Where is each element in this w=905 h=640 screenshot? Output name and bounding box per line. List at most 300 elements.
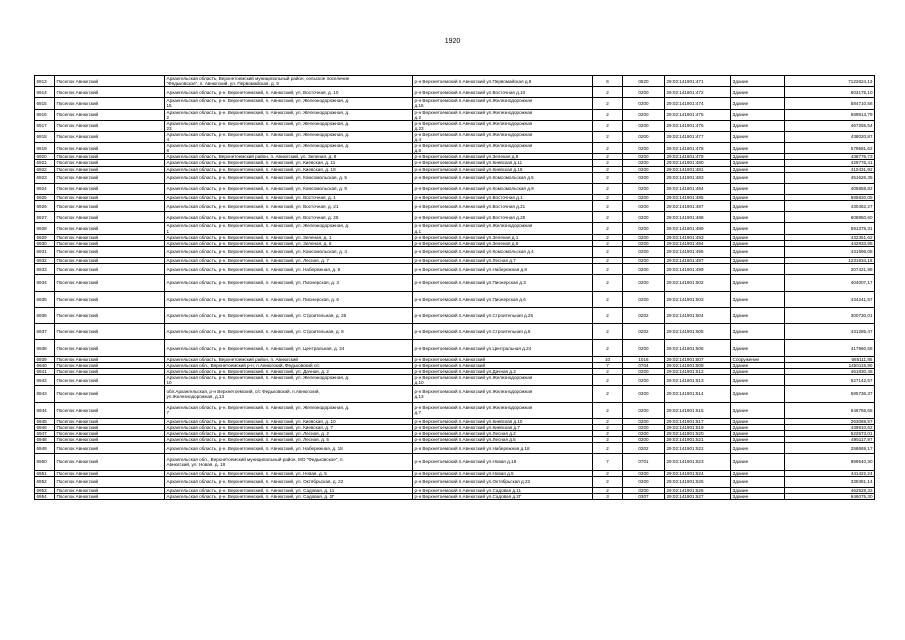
object-type-cell: Здание	[731, 98, 785, 109]
purpose-code-cell: 0200	[623, 194, 665, 200]
purpose-code-cell: 0200	[623, 212, 665, 223]
full-address-cell: Архангельская область, р-н. Верхнетоемский, п. Авнюгский, ул. Лесная, д. 7	[165, 258, 413, 264]
full-address-cell: Архангельская область, р-н. Верхнетоемский, п. Авнюгский, ул. Киевская, д. 7	[165, 424, 413, 430]
row-number-cell: 6941	[35, 368, 55, 374]
location-cell: р-н Верхнетоемский п.Авнюгский ул.Железнодорожная д.6	[413, 143, 593, 154]
floors-count-cell: 2	[593, 368, 623, 374]
object-type-cell: Здание	[731, 424, 785, 430]
purpose-code-cell: 0200	[623, 246, 665, 257]
cadastral-value-cell: 451626,35	[785, 172, 875, 183]
table-row	[35, 172, 875, 183]
cadastral-value-cell: 258669,17	[785, 443, 875, 454]
floors-count-cell: 2	[593, 120, 623, 131]
object-type-cell: Здание	[731, 160, 785, 166]
full-address-cell: Архангельская область, р-н. Верхнетоемский, п. Авнюгский, ул. Новая, д. 5	[165, 470, 413, 476]
cadastral-number-cell: 29:02:141901:503	[665, 291, 731, 307]
object-type-cell: Здание	[731, 340, 785, 356]
location-cell: р-н Верхнетоемский п.Авнюгский ул.Набережная д.18	[413, 443, 593, 454]
purpose-code-cell: 0200	[623, 437, 665, 443]
floors-count-cell: 2	[593, 234, 623, 240]
cadastral-number-cell: 29:02:141901:523	[665, 454, 731, 470]
cadastral-value-cell: 585736,37	[785, 386, 875, 402]
location-cell: р-н Верхнетоемский п.Авнюгский ул.Строительная д.25	[413, 307, 593, 323]
purpose-code-cell: 0202	[623, 307, 665, 323]
full-address-cell: Архангельская обл., Верхнетоемский муниципальный район, МО "Федьковское", п. Авнюгский, ул. Новая, д. 18	[165, 454, 413, 470]
full-address-cell: Архангельская область, р-н. Верхнетоемский, п. Авнюгский, ул. Набережная, д. 8	[165, 264, 413, 275]
full-address-cell: Архангельская область, р-н. Верхнетоемский, п. Авнюгский, ул. Октябрьская, д. 22	[165, 476, 413, 487]
settlement-name-cell: Поселок Авнюгский	[55, 154, 165, 160]
table-row	[35, 324, 875, 340]
cadastral-number-cell: 29:02:141901:506	[665, 340, 731, 356]
table-row	[35, 109, 875, 120]
row-number-cell: 6940	[35, 362, 55, 368]
purpose-code-cell: 0200	[623, 172, 665, 183]
location-cell: р-н Верхнетоемский п.Авнюгский ул.Первомайская д.9	[413, 76, 593, 87]
object-type-cell: Здание	[731, 275, 785, 291]
location-cell: р-н Верхнетоемский п.Авнюгский ул.Комсомольская д.4	[413, 246, 593, 257]
location-cell: р-н Верхнетоемский п.Авнюгский ул.Зеленая д.8	[413, 154, 593, 160]
registry-body	[35, 76, 875, 500]
row-number-cell: 6921	[35, 160, 55, 166]
cadastral-number-cell: 29:02:141901:477	[665, 131, 731, 142]
row-number-cell: 6933	[35, 264, 55, 275]
location-cell: р-н Верхнетоемский п.Авнюгский ул.Октябрьская д.22	[413, 476, 593, 487]
settlement-name-cell: Поселок Авнюгский	[55, 494, 165, 500]
full-address-cell: обл.Архангельская, р-н Верхнетоемский, с/с Федьковский, п.Авнюгский, ул.Железнодорожная, д.13	[165, 386, 413, 402]
cadastral-number-cell: 29:02:141901:497	[665, 258, 731, 264]
object-type-cell: Здание	[731, 183, 785, 194]
floors-count-cell: 2	[593, 87, 623, 98]
row-number-cell: 6916	[35, 109, 55, 120]
floors-count-cell: 2	[593, 291, 623, 307]
object-type-cell: Здание	[731, 109, 785, 120]
object-type-cell: Здание	[731, 264, 785, 275]
row-number-cell: 6918	[35, 131, 55, 142]
object-type-cell: Здание	[731, 291, 785, 307]
cadastral-number-cell: 29:02:141901:504	[665, 307, 731, 323]
floors-count-cell: 2	[593, 183, 623, 194]
row-number-cell: 6931	[35, 246, 55, 257]
cadastral-value-cell: 410431,92	[785, 166, 875, 172]
floors-count-cell: 2	[593, 143, 623, 154]
settlement-name-cell: Поселок Авнюгский	[55, 246, 165, 257]
purpose-code-cell: 0200	[623, 183, 665, 194]
object-type-cell: Здание	[731, 386, 785, 402]
location-cell: р-н Верхнетоемский п.Авнюгский ул.Садовая д.11	[413, 487, 593, 493]
row-number-cell: 6939	[35, 356, 55, 362]
cadastral-value-cell: 462528,32	[785, 487, 875, 493]
row-number-cell: 6954	[35, 494, 55, 500]
location-cell: р-н Верхнетоемский п.Авнюгский ул.Садовая д.2Г	[413, 494, 593, 500]
cadastral-number-cell: 29:02:141901:494	[665, 240, 731, 246]
purpose-code-cell: 0701	[623, 454, 665, 470]
cadastral-value-cell: 527142,57	[785, 375, 875, 386]
row-number-cell: 6947	[35, 431, 55, 437]
cadastral-number-cell: 29:02:141901:514	[665, 386, 731, 402]
object-type-cell: Здание	[731, 470, 785, 476]
floors-count-cell: 2	[593, 264, 623, 275]
floors-count-cell: 2	[593, 487, 623, 493]
cadastral-value-cell: 467255,54	[785, 120, 875, 131]
object-type-cell: Здание	[731, 258, 785, 264]
location-cell: р-н Верхнетоемский п.Авнюгский ул.Зеленая д.1	[413, 234, 593, 240]
cadastral-value-cell: 495117,97	[785, 437, 875, 443]
object-type-cell: Здание	[731, 431, 785, 437]
location-cell: р-н Верхнетоемский п.Авнюгский ул.Железнодорожная д.23	[413, 120, 593, 131]
settlement-name-cell: Поселок Авнюгский	[55, 109, 165, 120]
purpose-code-cell: 0200	[623, 402, 665, 418]
row-number-cell: 6924	[35, 183, 55, 194]
row-number-cell: 6926	[35, 201, 55, 212]
purpose-code-cell: 0200	[623, 240, 665, 246]
cadastral-value-cell: 646075,30	[785, 494, 875, 500]
row-number-cell: 6928	[35, 223, 55, 234]
purpose-code-cell: 0520	[623, 76, 665, 87]
purpose-code-cell: 0200	[623, 109, 665, 120]
cadastral-value-cell: 434241,57	[785, 291, 875, 307]
location-cell: р-н Верхнетоемский п.Авнюгский ул.Новая д.18	[413, 454, 593, 470]
row-number-cell: 6914	[35, 87, 55, 98]
location-cell: р-н Верхнетоемский п.Авнюгский ул.Железнодорожная д.4	[413, 131, 593, 142]
cadastral-number-cell: 29:02:141901:472	[665, 87, 731, 98]
full-address-cell: Архангельская область, р-н. Верхнетоемский, п. Авнюгский, ул. Комсомольская, д. 4	[165, 246, 413, 257]
full-address-cell: Архангельская область, р-н. Верхнетоемский, п. Авнюгский, ул. Комсомольская, д. 9	[165, 183, 413, 194]
settlement-name-cell: Поселок Авнюгский	[55, 76, 165, 87]
settlement-name-cell: Поселок Авнюгский	[55, 291, 165, 307]
settlement-name-cell: Поселок Авнюгский	[55, 160, 165, 166]
settlement-name-cell: Поселок Авнюгский	[55, 87, 165, 98]
row-number-cell: 6919	[35, 143, 55, 154]
object-type-cell: Здание	[731, 246, 785, 257]
full-address-cell: Архангельская область, р-н. Верхнетоемский, п. Авнюгский, ул. Пионерская, д. 6	[165, 291, 413, 307]
row-number-cell: 6942	[35, 375, 55, 386]
row-number-cell: 6948	[35, 437, 55, 443]
purpose-code-cell: 0200	[623, 201, 665, 212]
cadastral-number-cell: 29:02:141901:493	[665, 234, 731, 240]
object-type-cell: Здание	[731, 172, 785, 183]
settlement-name-cell: Поселок Авнюгский	[55, 487, 165, 493]
full-address-cell: Архангельская область, р-н. Верхнетоемский, п. Авнюгский, ул. Садовая, д. 11	[165, 487, 413, 493]
full-address-cell: Архангельская область, р-н. Верхнетоемский, п. Авнюгский, ул. Железнодорожная, д. 4	[165, 131, 413, 142]
location-cell: р-н Верхнетоемский п.Авнюгский ул.Железнодорожная д.1	[413, 223, 593, 234]
page-number: 1920	[444, 38, 461, 45]
cadastral-value-cell: 591378,31	[785, 223, 875, 234]
purpose-code-cell: 0200	[623, 223, 665, 234]
cadastral-value-cell: 404007,17	[785, 275, 875, 291]
table-row	[35, 494, 875, 500]
table-row	[35, 386, 875, 402]
full-address-cell: Архангельская область, р-н. Верхнетоемский, п. Авнюгский, ул. Лесная, д. 5	[165, 437, 413, 443]
object-type-cell: Здание	[731, 120, 785, 131]
full-address-cell: Архангельская область, р-н. Верхнетоемский, п. Авнюгский, ул. Центральная, д. 24	[165, 340, 413, 356]
cadastral-value-cell: 442933,95	[785, 240, 875, 246]
full-address-cell: Архангельская область, Верхнетоемский муниципальный район, сельское поселение "Федьковское", п. Авнюгский, ул. Первомайская, д. 9	[165, 76, 413, 87]
cadastral-value-cell: 417960,58	[785, 340, 875, 356]
settlement-name-cell: Поселок Авнюгский	[55, 437, 165, 443]
cadastral-value-cell: 7122624,13	[785, 76, 875, 87]
location-cell: р-н Верхнетоемский п.Авнюгский ул.Комсомольская д.5	[413, 172, 593, 183]
row-number-cell: 6945	[35, 418, 55, 424]
location-cell: р-н Верхнетоемский п.Авнюгский ул.Строительная д.8	[413, 324, 593, 340]
purpose-code-cell: 0200	[623, 275, 665, 291]
cadastral-number-cell: 29:02:141901:484	[665, 183, 731, 194]
cadastral-value-cell: 405858,82	[785, 183, 875, 194]
full-address-cell: Архангельская область, р-н. Верхнетоемский, п. Авнюгский, ул. Восточная, д. 10	[165, 87, 413, 98]
table-row	[35, 201, 875, 212]
row-number-cell: 6923	[35, 172, 55, 183]
full-address-cell: Архангельская область, р-н. Верхнетоемский, п. Авнюгский, ул. Лесная, д. 2	[165, 431, 413, 437]
floors-count-cell: 2	[593, 98, 623, 109]
settlement-name-cell: Поселок Авнюгский	[55, 258, 165, 264]
floors-count-cell: 2	[593, 131, 623, 142]
purpose-code-cell: 0200	[623, 386, 665, 402]
purpose-code-cell: 0200	[623, 375, 665, 386]
floors-count-cell: 2	[593, 324, 623, 340]
cadastral-number-cell: 29:02:141901:480	[665, 160, 731, 166]
floors-count-cell: 2	[593, 160, 623, 166]
cadastral-value-cell: 432351,62	[785, 234, 875, 240]
floors-count-cell: 2	[593, 172, 623, 183]
row-number-cell: 6930	[35, 240, 55, 246]
object-type-cell: Здание	[731, 375, 785, 386]
purpose-code-cell: 0200	[623, 154, 665, 160]
cadastral-value-cell: 439910,62	[785, 424, 875, 430]
table-row	[35, 476, 875, 487]
location-cell: р-н Верхнетоемский п.Авнюгский ул.Пионерская д.6	[413, 291, 593, 307]
purpose-code-cell: 0200	[623, 424, 665, 430]
settlement-name-cell: Поселок Авнюгский	[55, 402, 165, 418]
settlement-name-cell: Поселок Авнюгский	[55, 454, 165, 470]
location-cell: р-н Верхнетоемский п.Авнюгский ул.Киевская д.10	[413, 418, 593, 424]
row-number-cell: 6952	[35, 476, 55, 487]
settlement-name-cell: Поселок Авнюгский	[55, 418, 165, 424]
object-type-cell: Здание	[731, 476, 785, 487]
full-address-cell: Архангельская область, р-н. Верхнетоемский, п. Авнюгский, ул. Киевская, д. 11	[165, 160, 413, 166]
location-cell: р-н Верхнетоемский п.Авнюгский ул.Восточная д.25	[413, 212, 593, 223]
row-number-cell: 6929	[35, 234, 55, 240]
object-type-cell: Здание	[731, 418, 785, 424]
floors-count-cell: 2	[593, 223, 623, 234]
table-row	[35, 291, 875, 307]
full-address-cell: Архангельская обл., Верхнетоемский р-н, п.Авнюгский, Федьковский с/с	[165, 362, 413, 368]
purpose-code-cell: 0200	[623, 340, 665, 356]
row-number-cell: 6951	[35, 470, 55, 476]
table-row	[35, 143, 875, 154]
location-cell: р-н Верхнетоемский п.Авнюгский ул.Восточная д.10	[413, 87, 593, 98]
floors-count-cell: 2	[593, 109, 623, 120]
object-type-cell: Здание	[731, 324, 785, 340]
settlement-name-cell: Поселок Авнюгский	[55, 143, 165, 154]
cadastral-number-cell: 29:02:141901:517	[665, 418, 731, 424]
full-address-cell: Архангельская область, Верхнетоемский район, п. Авнюгский, ул. Зеленая, д. 8	[165, 154, 413, 160]
purpose-code-cell: 0200	[623, 476, 665, 487]
settlement-name-cell: Поселок Авнюгский	[55, 240, 165, 246]
object-type-cell: Здание	[731, 87, 785, 98]
row-number-cell: 6953	[35, 487, 55, 493]
location-cell: р-н Верхнетоемский п.Авнюгский	[413, 356, 593, 362]
purpose-code-cell: 0200	[623, 264, 665, 275]
settlement-name-cell: Поселок Авнюгский	[55, 375, 165, 386]
row-number-cell: 6925	[35, 194, 55, 200]
row-number-cell: 6950	[35, 454, 55, 470]
table-row	[35, 443, 875, 454]
row-number-cell: 6927	[35, 212, 55, 223]
location-cell: р-н Верхнетоемский п.Авнюгский ул.Лесная д.2	[413, 431, 593, 437]
cadastral-number-cell: 29:02:141901:485	[665, 194, 731, 200]
cadastral-number-cell: 29:02:141901:505	[665, 324, 731, 340]
full-address-cell: Архангельская область, р-н. Верхнетоемский, п. Авнюгский, ул. Дачная, д. 2	[165, 368, 413, 374]
cadastral-number-cell: 29:02:141901:479	[665, 154, 731, 160]
floors-count-cell: 2	[593, 340, 623, 356]
row-number-cell: 6943	[35, 386, 55, 402]
cadastral-value-cell: 438020,87	[785, 131, 875, 142]
floors-count-cell: 2	[593, 386, 623, 402]
table-row	[35, 76, 875, 87]
purpose-code-cell: 0200	[623, 418, 665, 424]
cadastral-value-cell: 522573,01	[785, 431, 875, 437]
object-type-cell: Здание	[731, 166, 785, 172]
location-cell: р-н Верхнетоемский п.Авнюгский ул.Киевская д.11	[413, 160, 593, 166]
object-type-cell: Сооружение	[731, 356, 785, 362]
settlement-name-cell: Поселок Авнюгский	[55, 431, 165, 437]
full-address-cell: Архангельская область, р-н. Верхнетоемский, п. Авнюгский, ул. Железнодорожная, д. 23	[165, 120, 413, 131]
cadastral-number-cell: 29:02:141901:478	[665, 143, 731, 154]
row-number-cell: 6944	[35, 402, 55, 418]
row-number-cell: 6937	[35, 324, 55, 340]
purpose-code-cell: 0200	[623, 120, 665, 131]
settlement-name-cell: Поселок Авнюгский	[55, 307, 165, 323]
cadastral-value-cell: 300730,01	[785, 307, 875, 323]
row-number-cell: 6934	[35, 275, 55, 291]
floors-count-cell: 6	[593, 76, 623, 87]
location-cell: р-н Верхнетоемский п.Авнюгский ул.Набережная д.8	[413, 264, 593, 275]
cadastral-value-cell: 1450115,90	[785, 362, 875, 368]
purpose-code-cell: 0200	[623, 234, 665, 240]
location-cell: р-н Верхнетоемский п.Авнюгский ул.Киевская д.7	[413, 424, 593, 430]
object-type-cell: Здание	[731, 443, 785, 454]
purpose-code-cell: 0200	[623, 166, 665, 172]
cadastral-value-cell: 263069,57	[785, 418, 875, 424]
cadastral-value-cell: 603175,10	[785, 87, 875, 98]
row-number-cell: 6915	[35, 98, 55, 109]
cadastral-number-cell: 29:02:141901:495	[665, 246, 731, 257]
cadastral-value-cell: 339381,14	[785, 476, 875, 487]
row-number-cell: 6932	[35, 258, 55, 264]
full-address-cell: Архангельская область, р-н. Верхнетоемский, п. Авнюгский, ул. Киевская, д. 18	[165, 166, 413, 172]
full-address-cell: Архангельская область, р-н. Верхнетоемский, п. Авнюгский, ул. Восточная, д. 1	[165, 194, 413, 200]
object-type-cell: Здание	[731, 437, 785, 443]
location-cell: р-н Верхнетоемский п.Авнюгский ул.Комсомольская д.9	[413, 183, 593, 194]
table-row	[35, 87, 875, 98]
full-address-cell: Архангельская область, р-н. Верхнетоемский, п. Авнюгский, ул. Зеленая, д. 6	[165, 240, 413, 246]
location-cell: р-н Верхнетоемский п.Авнюгский ул.Зеленая д.6	[413, 240, 593, 246]
object-type-cell: Здание	[731, 223, 785, 234]
cadastral-number-cell: 29:02:141901:481	[665, 166, 731, 172]
full-address-cell: Архангельская область, р-н. Верхнетоемский, п. Авнюгский, ул. Железнодорожная, д. 6	[165, 143, 413, 154]
object-type-cell: Здание	[731, 487, 785, 493]
cadastral-number-cell: 29:02:141901:502	[665, 275, 731, 291]
object-type-cell: Здание	[731, 307, 785, 323]
cadastral-number-cell: 29:02:141901:527	[665, 494, 731, 500]
cadastral-number-cell: 29:02:141901:521	[665, 437, 731, 443]
table-row	[35, 212, 875, 223]
cadastral-number-cell: 29:02:141901:524	[665, 470, 731, 476]
location-cell: р-н Верхнетоемский п.Авнюгский ул.Железнодорожная д.13	[413, 386, 593, 402]
object-type-cell: Здание	[731, 201, 785, 212]
row-number-cell: 6938	[35, 340, 55, 356]
purpose-code-cell: 0307	[623, 494, 665, 500]
object-type-cell: Здание	[731, 212, 785, 223]
purpose-code-cell: 0200	[623, 87, 665, 98]
cadastral-value-cell: 608950,60	[785, 212, 875, 223]
floors-count-cell: 2	[593, 307, 623, 323]
cadastral-number-cell: 29:02:141901:474	[665, 98, 731, 109]
floors-count-cell: 2	[593, 402, 623, 418]
full-address-cell: Архангельская область, р-н. Верхнетоемский, п. Авнюгский, ул. Железнодорожная, д. 1	[165, 223, 413, 234]
cadastral-number-cell: 29:02:141901:483	[665, 172, 731, 183]
cadastral-number-cell: 29:02:141901:509	[665, 362, 731, 368]
cadastral-number-cell: 29:02:141901:519	[665, 424, 731, 430]
settlement-name-cell: Поселок Авнюгский	[55, 120, 165, 131]
full-address-cell: Архангельская область, р-н. Верхнетоемский, п. Авнюгский, ул. Зеленая, д. 1	[165, 234, 413, 240]
purpose-code-cell: 0200	[623, 431, 665, 437]
purpose-code-cell: 0200	[623, 291, 665, 307]
location-cell: р-н Верхнетоемский п.Авнюгский ул.Дачная д.2	[413, 368, 593, 374]
floors-count-cell: 2	[593, 437, 623, 443]
cadastral-value-cell: 546755,65	[785, 402, 875, 418]
table-row	[35, 98, 875, 109]
purpose-code-cell: 0202	[623, 443, 665, 454]
settlement-name-cell: Поселок Авнюгский	[55, 194, 165, 200]
floors-count-cell: 2	[593, 194, 623, 200]
table-row	[35, 275, 875, 291]
floors-count-cell: 2	[593, 212, 623, 223]
full-address-cell: Архангельская область, р-н. Верхнетоемский, п. Авнюгский, ул. Киевская, д. 10	[165, 418, 413, 424]
location-cell: р-н Верхнетоемский п.Авнюгский ул.Железнодорожная д.15	[413, 98, 593, 109]
object-type-cell: Здание	[731, 240, 785, 246]
settlement-name-cell: Поселок Авнюгский	[55, 183, 165, 194]
location-cell: р-н Верхнетоемский п.Авнюгский ул.Железнодорожная д.10	[413, 375, 593, 386]
settlement-name-cell: Поселок Авнюгский	[55, 131, 165, 142]
floors-count-cell: 2	[593, 166, 623, 172]
location-cell: р-н Верхнетоемский п.Авнюгский	[413, 362, 593, 368]
settlement-name-cell: Поселок Авнюгский	[55, 166, 165, 172]
table-row	[35, 307, 875, 323]
cadastral-value-cell: 589813,79	[785, 109, 875, 120]
full-address-cell: Архангельская область, р-н. Верхнетоемский, п. Авнюгский, ул. Железнодорожная, д. 15	[165, 98, 413, 109]
full-address-cell: Архангельская область, р-н. Верхнетоемский, п. Авнюгский, ул. Железнодорожная, д. 2	[165, 109, 413, 120]
cadastral-value-cell: 461830,46	[785, 368, 875, 374]
settlement-name-cell: Поселок Авнюгский	[55, 201, 165, 212]
floors-count-cell: 2	[593, 275, 623, 291]
table-row	[35, 223, 875, 234]
row-number-cell: 6917	[35, 120, 55, 131]
table-row	[35, 131, 875, 142]
purpose-code-cell: 0200	[623, 487, 665, 493]
settlement-name-cell: Поселок Авнюгский	[55, 356, 165, 362]
floors-count-cell: 2	[593, 424, 623, 430]
purpose-code-cell: 0200	[623, 258, 665, 264]
full-address-cell: Архангельская область, Верхнетоемский район, п. Авнюгский	[165, 356, 413, 362]
object-type-cell: Здание	[731, 194, 785, 200]
location-cell: р-н Верхнетоемский п.Авнюгский ул.Лесная д.7	[413, 258, 593, 264]
purpose-code-cell: 1016	[623, 356, 665, 362]
floors-count-cell: 2	[593, 431, 623, 437]
settlement-name-cell: Поселок Авнюгский	[55, 424, 165, 430]
location-cell: р-н Верхнетоемский п.Авнюгский ул.Железнодорожная д.2	[413, 109, 593, 120]
cadastral-number-cell: 29:02:141901:499	[665, 264, 731, 275]
full-address-cell: Архангельская область, р-н. Верхнетоемский, п. Авнюгский, ул. Железнодорожная, д. 10	[165, 375, 413, 386]
